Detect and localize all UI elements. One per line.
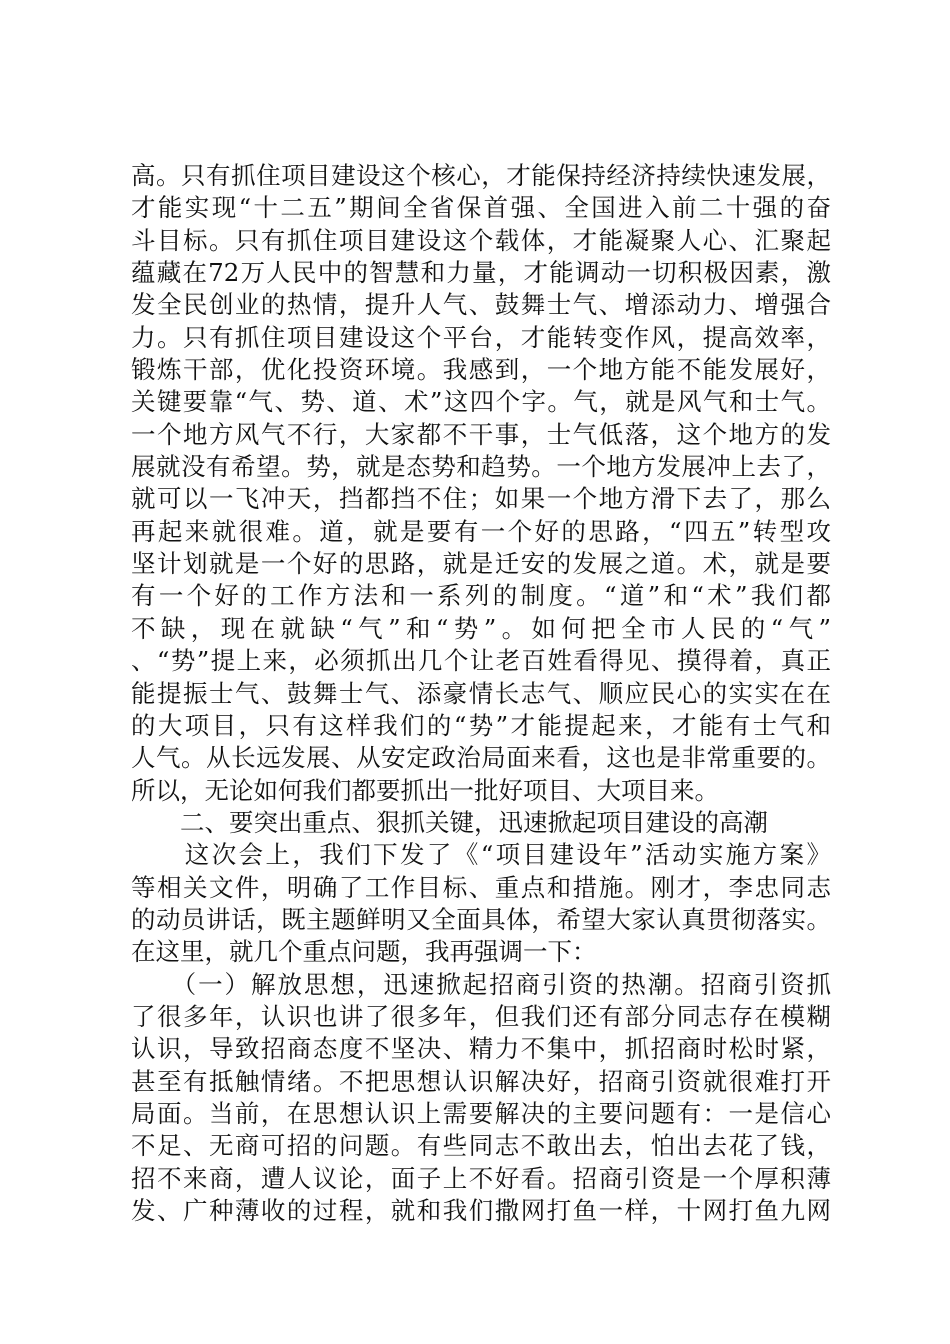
text-line: 蕴藏在72万人民中的智慧和力量，才能调动一切积极因素，激 [131, 258, 831, 288]
text-line: 发全民创业的热情，提升人气、鼓舞士气、增添动力、增强合 [131, 290, 831, 320]
text-line: 高。只有抓住项目建设这个核心，才能保持经济持续快速发展， [131, 161, 831, 190]
text-line: 招不来商，遭人议论，面子上不好看。招商引资是一个厚积薄 [131, 1163, 831, 1193]
text-line: 关键要靠“气、势、道、术”这四个字。气，就是风气和士气。 [131, 387, 831, 417]
text-line: 不缺，现在就缺“气”和“势”。如何把全市人民的“气” [131, 613, 831, 643]
text-line: 展就没有希望。势，就是态势和趋势。一个地方发展冲上去了， [131, 452, 831, 482]
text-line: 认识，导致招商态度不坚决、精力不集中，抓招商时松时紧， [131, 1034, 831, 1064]
text-line: 有一个好的工作方法和一系列的制度。“道”和“术”我们都 [131, 581, 831, 611]
text-line: 锻炼干部，优化投资环境。我感到，一个地方能不能发展好， [131, 355, 831, 385]
text-line: 的动员讲话，既主题鲜明又全面具体，希望大家认真贯彻落实。 [131, 904, 831, 934]
text-line: 能提振士气、鼓舞士气、添豪情长志气、顺应民心的实实在在 [131, 678, 831, 708]
text-line: 才能实现“十二五”期间全省保首强、全国进入前二十强的奋 [131, 193, 831, 223]
text-line: 局面。当前，在思想认识上需要解决的主要问题有：一是信心 [131, 1098, 831, 1128]
text-line: 不足、无商可招的问题。有些同志不敢出去，怕出去花了钱， [131, 1131, 831, 1161]
text-line: 坚计划就是一个好的思路，就是迁安的发展之道。术，就是要 [131, 549, 831, 579]
text-line: 甚至有抵触情绪。不把思想认识解决好，招商引资就很难打开 [131, 1066, 831, 1096]
text-line: 等相关文件，明确了工作目标、重点和措施。刚才，李忠同志 [131, 872, 831, 902]
text-line: 这次会上，我们下发了《“项目建设年”活动实施方案》 [131, 840, 831, 870]
text-line: 再起来就很难。道，就是要有一个好的思路，“四五”转型攻 [131, 516, 831, 546]
document-body-text [131, 160, 831, 1227]
text-line: 就可以一飞冲天，挡都挡不住；如果一个地方滑下去了，那么 [131, 484, 831, 514]
text-line: 斗目标。只有抓住项目建设这个载体，才能凝聚人心、汇聚起 [131, 225, 831, 255]
section-heading: 二、要突出重点、狠抓关键，迅速掀起项目建设的高潮 [131, 807, 768, 837]
text-line: 人气。从长远发展、从安定政治局面来看，这也是非常重要的。 [131, 743, 831, 773]
text-line: 发、广种薄收的过程，就和我们撒网打鱼一样，十网打鱼九网 [131, 1196, 831, 1225]
text-line: 所以，无论如何我们都要抓出一批好项目、大项目来。 [131, 775, 719, 805]
text-line: 在这里，就几个重点问题，我再强调一下： [131, 937, 597, 967]
text-line: 了很多年，认识也讲了很多年，但我们还有部分同志存在模糊 [131, 1001, 831, 1031]
text-line: 一个地方风气不行，大家都不干事，士气低落，这个地方的发 [131, 419, 831, 449]
text-line: 、“势”提上来，必须抓出几个让老百姓看得见、摸得着，真正 [131, 646, 831, 676]
text-line: 力。只有抓住项目建设这个平台，才能转变作风，提高效率， [131, 322, 831, 352]
text-line: （一）解放思想，迅速掀起招商引资的热潮。招商引资抓 [131, 969, 831, 999]
text-line: 的大项目，只有这样我们的“势”才能提起来，才能有士气和 [131, 710, 831, 740]
